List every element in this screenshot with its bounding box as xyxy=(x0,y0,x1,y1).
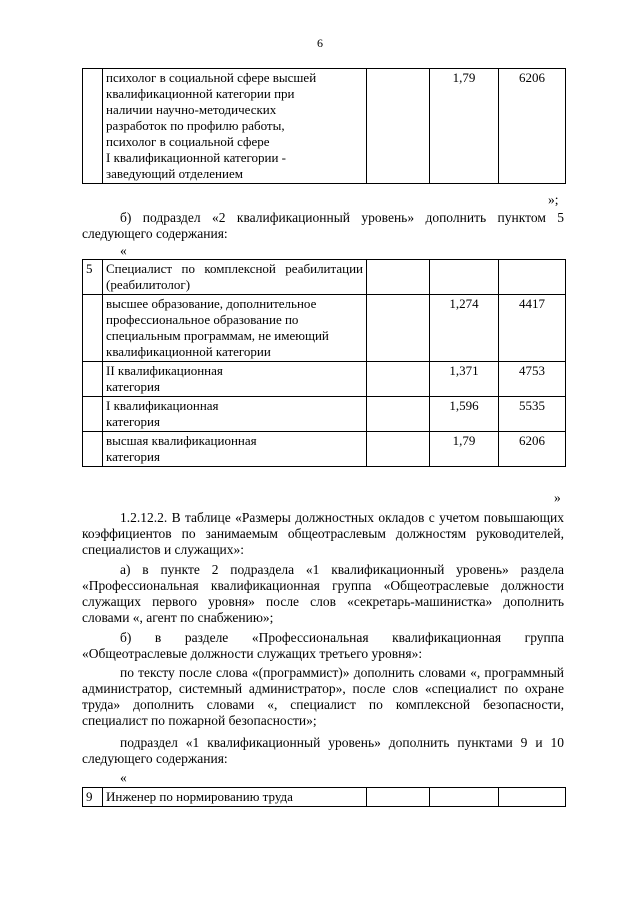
table-cell-salary: 5535 xyxy=(499,397,566,432)
table-cell-coefficient: 1,274 xyxy=(430,295,499,362)
cell-line: наличии научно-методических xyxy=(106,102,277,117)
page-number: 6 xyxy=(317,36,323,50)
table-cell-coefficient: 1,79 xyxy=(430,432,499,467)
table-cell-position: Инженер по нормированию труда xyxy=(103,788,367,807)
table-engineer xyxy=(82,787,566,807)
paragraph-text-additions: по тексту после слова «(программист)» дополнить словами «, программный администратор, системный администратор», после слов «специалист по охране труда» дополнить словами «, специалист по комплексной безопасности, специалист по пожарной безопасности»; xyxy=(82,665,564,728)
table-row xyxy=(83,788,566,807)
table-cell-num xyxy=(83,69,103,184)
table-cell-position: высшая квалификационная категория xyxy=(103,432,367,467)
cell-line: психолог в социальной сфере высшей xyxy=(106,70,317,85)
table-rehabilitation-specialist xyxy=(82,259,566,467)
table-cell-salary: 6206 xyxy=(499,432,566,467)
table-row xyxy=(83,295,566,362)
paragraph-subsection: подраздел «1 квалификационный уровень» дополнить пунктами 9 и 10 следующего содержания: xyxy=(82,735,564,766)
table-cell-num xyxy=(83,432,103,467)
cell-line: заведующий отделением xyxy=(106,166,243,181)
closing-quote-1: »; xyxy=(548,192,559,207)
table-cell-position: Специалист по комплексной реабилитации (реабилитолог) xyxy=(103,260,367,295)
table-cell-empty xyxy=(367,432,430,467)
table-cell-position xyxy=(103,69,367,184)
table-cell-empty xyxy=(367,260,430,295)
table-cell-position: II квалификационная категория xyxy=(103,362,367,397)
table-row xyxy=(83,260,566,295)
paragraph-1-2-12-2: 1.2.12.2. В таблице «Размеры должностных окладов с учетом повышающих коэффициентов по занимаемым общеотраслевым должностям руководителей, специалистов и служащих»: xyxy=(82,510,564,557)
paragraph-b2: б) в разделе «Профессиональная квалификационная группа «Общеотраслевые должности служащих третьего уровня»: xyxy=(82,630,564,661)
table-cell-salary: 4753 xyxy=(499,362,566,397)
table-cell-salary xyxy=(499,260,566,295)
table-cell-num xyxy=(83,397,103,432)
table-cell-empty xyxy=(367,295,430,362)
table-cell-empty xyxy=(367,69,430,184)
table-cell-num xyxy=(83,295,103,362)
table-cell-empty xyxy=(367,362,430,397)
table-cell-empty xyxy=(367,397,430,432)
table-cell-salary xyxy=(499,788,566,807)
table-cell-coefficient: 1,79 xyxy=(430,69,499,184)
cell-line: психолог в социальной сфере xyxy=(106,134,270,149)
cell-line: разработок по профилю работы, xyxy=(106,118,285,133)
paragraph-b1: б) подраздел «2 квалификационный уровень» дополнить пунктом 5 следующего содержания: xyxy=(82,210,564,241)
table-cell-coefficient: 1,596 xyxy=(430,397,499,432)
cell-line: I квалификационной категории - xyxy=(106,150,287,165)
table-row xyxy=(83,69,566,184)
table-row xyxy=(83,432,566,467)
table-cell-position: высшее образование, дополнительное профессиональное образование по специальным программам, не имеющий квалификационной категории xyxy=(103,295,367,362)
table-cell-num xyxy=(83,362,103,397)
cell-line: квалификационной категории при xyxy=(106,86,295,101)
closing-quote-2: » xyxy=(554,490,561,505)
table-cell-empty xyxy=(367,788,430,807)
opening-quote-2: « xyxy=(120,770,127,785)
table-cell-coefficient xyxy=(430,788,499,807)
table-cell-salary: 4417 xyxy=(499,295,566,362)
table-continuation xyxy=(82,68,566,184)
table-cell-coefficient: 1,371 xyxy=(430,362,499,397)
opening-quote-1: « xyxy=(120,243,127,258)
table-cell-coefficient xyxy=(430,260,499,295)
table-cell-position: I квалификационная категория xyxy=(103,397,367,432)
table-cell-num: 5 xyxy=(83,260,103,295)
table-row xyxy=(83,362,566,397)
table-cell-salary: 6206 xyxy=(499,69,566,184)
table-row xyxy=(83,397,566,432)
paragraph-a: а) в пункте 2 подраздела «1 квалификационный уровень» раздела «Профессиональная квалификационная группа «Общеотраслевые должности служащих первого уровня» после слов «секретарь-машинистка» дополнить словами «, агент по снабжению»; xyxy=(82,562,564,625)
table-cell-num: 9 xyxy=(83,788,103,807)
